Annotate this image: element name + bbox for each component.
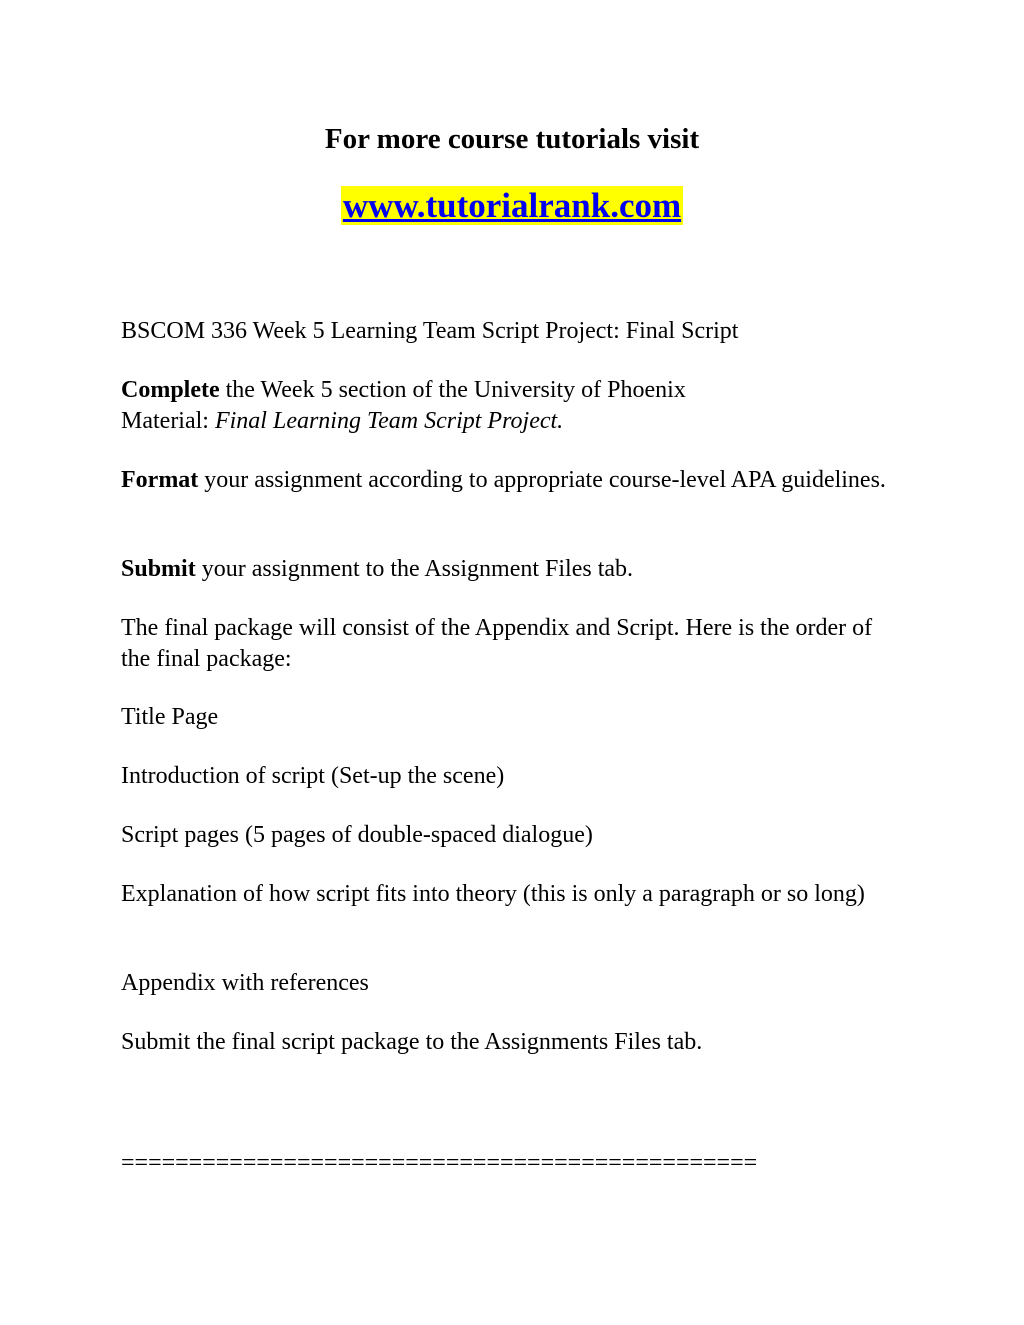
course-title: BSCOM 336 Week 5 Learning Team Script Project: Final Script xyxy=(121,318,739,344)
package-item-title-page: Title Page xyxy=(121,704,219,730)
complete-text: the Week 5 section of the University of Phoenix xyxy=(219,377,686,403)
package-item-appendix: Appendix with references xyxy=(121,970,369,996)
site-link-container xyxy=(0,184,1024,228)
submit-label: Submit xyxy=(121,556,196,582)
package-item-script-pages: Script pages (5 pages of double-spaced dialogue) xyxy=(121,822,593,848)
package-item-introduction: Introduction of script (Set-up the scene) xyxy=(121,763,505,789)
submit-instruction xyxy=(121,554,901,585)
closing-instruction: Submit the final script package to the Assignments Files tab. xyxy=(121,1029,703,1055)
package-intro: The final package will consist of the Appendix and Script. Here is the order of the final package: xyxy=(121,615,873,672)
material-label: Material: xyxy=(121,408,215,434)
package-item-explanation: Explanation of how script fits into theory (this is only a paragraph or so long) xyxy=(121,881,865,907)
separator-line: =============================================== xyxy=(121,1150,758,1176)
format-text: your assignment according to appropriate course-level APA guidelines. xyxy=(198,467,886,493)
material-title: Final Learning Team Script Project. xyxy=(214,408,564,434)
submit-text: your assignment to the Assignment Files tab. xyxy=(195,556,634,582)
header-title: For more course tutorials visit xyxy=(324,123,700,155)
format-instruction xyxy=(121,465,901,496)
tutorial-site-link[interactable]: www.tutorialrank.com xyxy=(342,186,682,225)
complete-instruction xyxy=(121,375,901,437)
format-label: Format xyxy=(121,467,199,493)
complete-label: Complete xyxy=(121,377,220,403)
